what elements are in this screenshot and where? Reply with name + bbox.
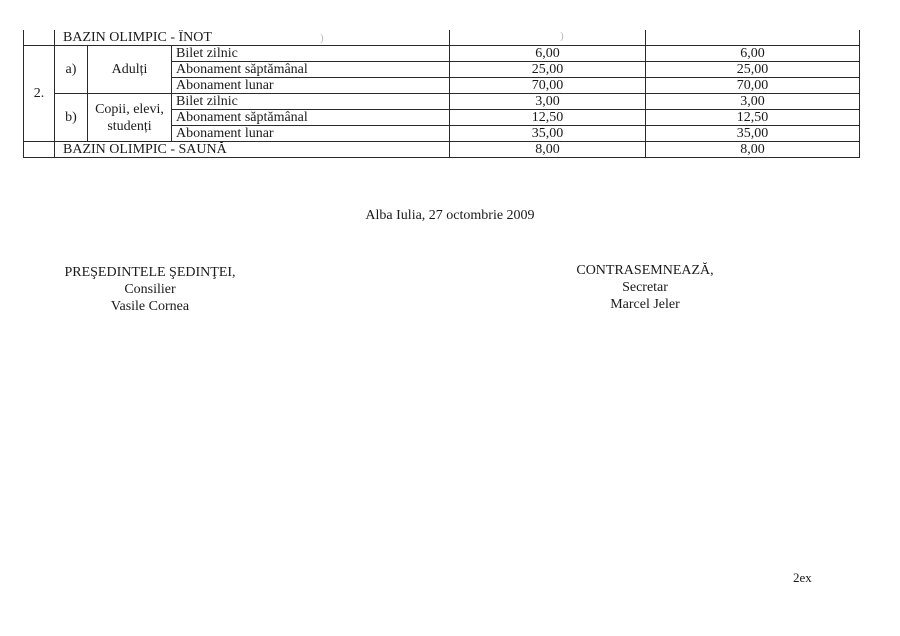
row-number: 2. bbox=[24, 46, 55, 142]
group-letter: b) bbox=[55, 94, 88, 142]
group-category: Adulți bbox=[88, 46, 172, 94]
table-row bbox=[24, 94, 860, 110]
scan-mark: ) bbox=[320, 32, 324, 44]
tariff-value: 35,00 bbox=[450, 126, 646, 142]
tariff-label: Abonament lunar bbox=[172, 126, 450, 142]
tariff-label: Bilet zilnic bbox=[172, 46, 450, 62]
tariff-value: 25,00 bbox=[646, 62, 860, 78]
tariff-label: Abonament lunar bbox=[172, 78, 450, 94]
signature-role: Consilier bbox=[124, 282, 176, 297]
signature-role: Secretar bbox=[622, 280, 668, 295]
tariff-value: 12,50 bbox=[646, 110, 860, 126]
tariff-value: 6,00 bbox=[450, 46, 646, 62]
tariff-value: 3,00 bbox=[450, 94, 646, 110]
tariff-value: 12,50 bbox=[450, 110, 646, 126]
signature-title: CONTRASEMNEAZĂ, bbox=[576, 263, 714, 278]
section-sauna-title: BAZIN OLIMPIC - SAUNĂ bbox=[55, 142, 450, 158]
signature-block-left bbox=[55, 264, 245, 315]
place-date: Alba Iulia, 27 octombrie 2009 bbox=[365, 208, 535, 223]
signature-block-right bbox=[545, 262, 745, 313]
group-category: Copii, elevi, studenți bbox=[88, 94, 172, 142]
group-letter: a) bbox=[55, 46, 88, 94]
tariff-value: 25,00 bbox=[450, 62, 646, 78]
table-row bbox=[24, 46, 860, 62]
tariff-table bbox=[23, 30, 860, 158]
tariff-value: 8,00 bbox=[450, 142, 646, 158]
tariff-value: 70,00 bbox=[450, 78, 646, 94]
signature-name: Vasile Cornea bbox=[110, 299, 190, 314]
tariff-value: 6,00 bbox=[646, 46, 860, 62]
number-cell bbox=[24, 30, 55, 46]
tariff-value: 70,00 bbox=[646, 78, 860, 94]
signature-name: Marcel Jeler bbox=[610, 297, 680, 312]
table-row bbox=[24, 30, 860, 46]
scan-mark: ) bbox=[560, 30, 564, 42]
tariff-label: Bilet zilnic bbox=[172, 94, 450, 110]
copies-note: 2ex bbox=[793, 570, 812, 585]
tariff-label: Abonament săptămânal bbox=[172, 62, 450, 78]
tariff-value: 35,00 bbox=[646, 126, 860, 142]
table-row bbox=[24, 142, 860, 158]
value-cell bbox=[646, 30, 860, 46]
number-cell bbox=[24, 142, 55, 158]
value-cell bbox=[450, 30, 646, 46]
tariff-value: 3,00 bbox=[646, 94, 860, 110]
tariff-label: Abonament săptămânal bbox=[172, 110, 450, 126]
tariff-value: 8,00 bbox=[646, 142, 860, 158]
section-swim-title: BAZIN OLIMPIC - ÎNOT bbox=[55, 30, 450, 46]
signature-title: PREŞEDINTELE ŞEDINŢEI, bbox=[64, 265, 236, 280]
